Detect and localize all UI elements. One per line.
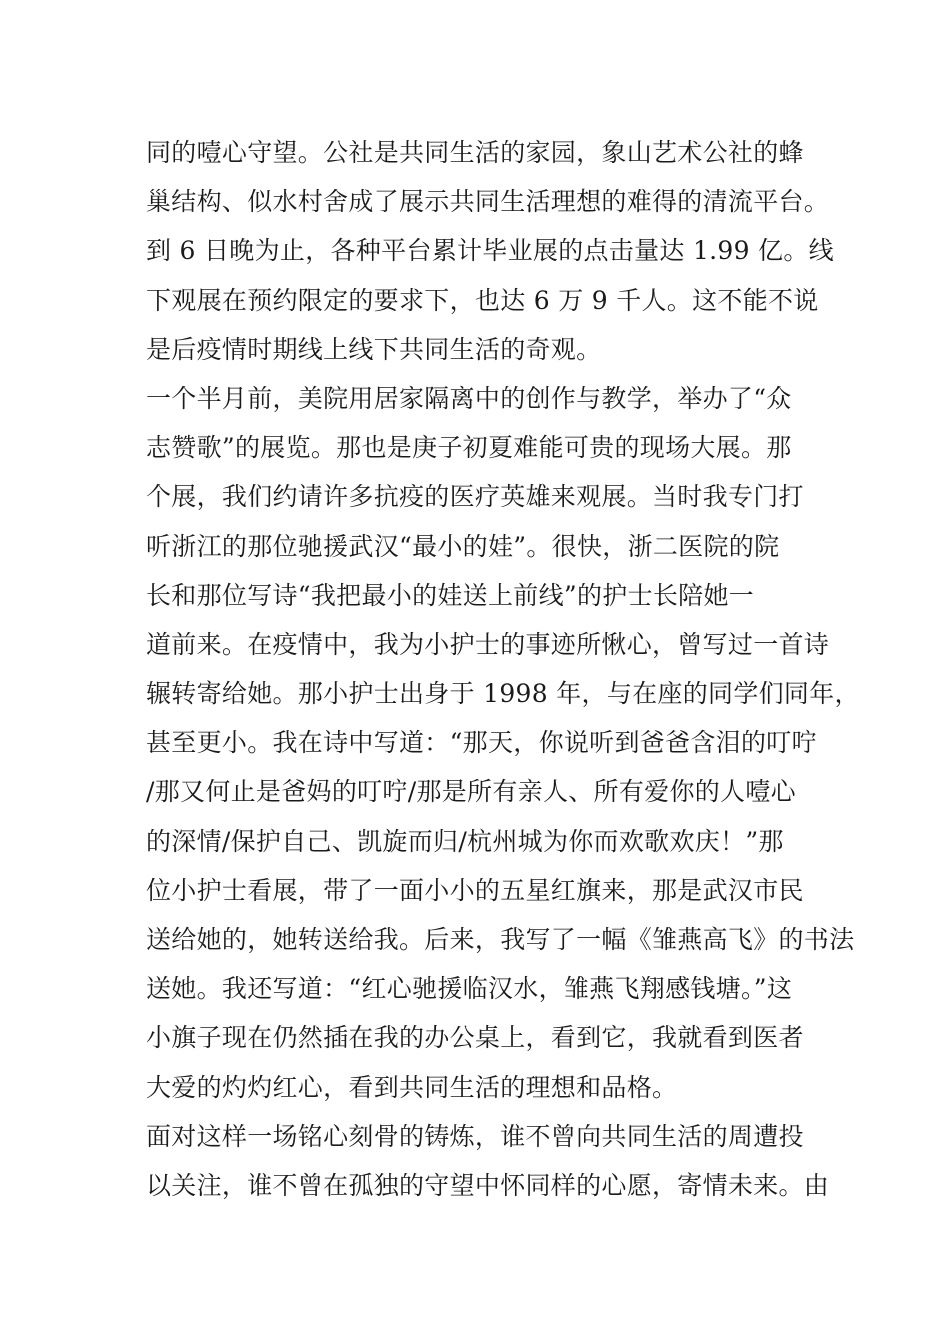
text-line: 送给她的，她转送给我。后来，我写了一幅《雏燕高飞》的书法 (146, 925, 855, 954)
text-line: 巢结构、似水村舍成了展示共同生活理想的难得的清流平台。 (146, 187, 830, 217)
body-text (146, 128, 860, 1210)
text-line: 是后疫情时期线上线下共同生活的奇观。 (146, 334, 602, 364)
text-line: /那又何止是爸妈的叮咛/那是所有亲人、所有爱你的人噎心 (146, 777, 796, 807)
text-line: 送她。我还写道：“红心驰援临汉水，雏燕飞翔感钱塘。”这 (146, 974, 793, 1004)
text-line: 长和那位写诗“我把最小的娃送上前线”的护士长陪她一 (146, 580, 755, 610)
text-line: 到 6 日晚为止，各种平台累计毕业展的点击量达 1.99 亿。线 (146, 236, 834, 266)
text-line: 的深情/保护自己、凯旋而归/杭州城为你而欢歌欢庆！”那 (146, 826, 784, 856)
text-line: 道前来。在疫情中，我为小护士的事迹所愀心，曾写过一首诗 (146, 629, 830, 659)
text-line: 以关注，谁不曾在孤独的守望中怀同样的心愿，寄情未来。由 (146, 1170, 830, 1200)
text-line: 位小护士看展，带了一面小小的五星红旗来，那是武汉市民 (146, 875, 804, 905)
text-line: 听浙江的那位驰援武汉“最小的娃”。很快，浙二医院的院 (146, 531, 780, 561)
text-line: 下观展在预约限定的要求下，也达 6 万 9 千人。这不能不说 (146, 285, 819, 315)
text-line: 甚至更小。我在诗中写道：“那天，你说听到爸爸含泪的叮咛 (146, 728, 817, 758)
text-line: 大爱的灼灼红心，看到共同生活的理想和品格。 (146, 1072, 678, 1102)
text-line: 辗转寄给她。那小护士出身于 1998 年，与在座的同学们同年， (146, 679, 860, 709)
text-line: 小旗子现在仍然插在我的办公桌上，看到它，我就看到医者 (146, 1023, 804, 1053)
text-line: 志赞歌”的展览。那也是庚子初夏难能可贵的现场大展。那 (146, 433, 792, 463)
text-line: 个展，我们约请许多抗疫的医疗英雄来观展。当时我专门打 (146, 482, 804, 512)
text-line: 同的噎心守望。公社是共同生活的家园，象山艺术公社的蜂 (146, 138, 804, 167)
text-line: 面对这样一场铭心刻骨的铸炼，谁不曾向共同生活的周遭投 (146, 1121, 804, 1151)
text-line: 一个半月前，美院用居家隔离中的创作与教学，举办了“众 (146, 383, 792, 413)
